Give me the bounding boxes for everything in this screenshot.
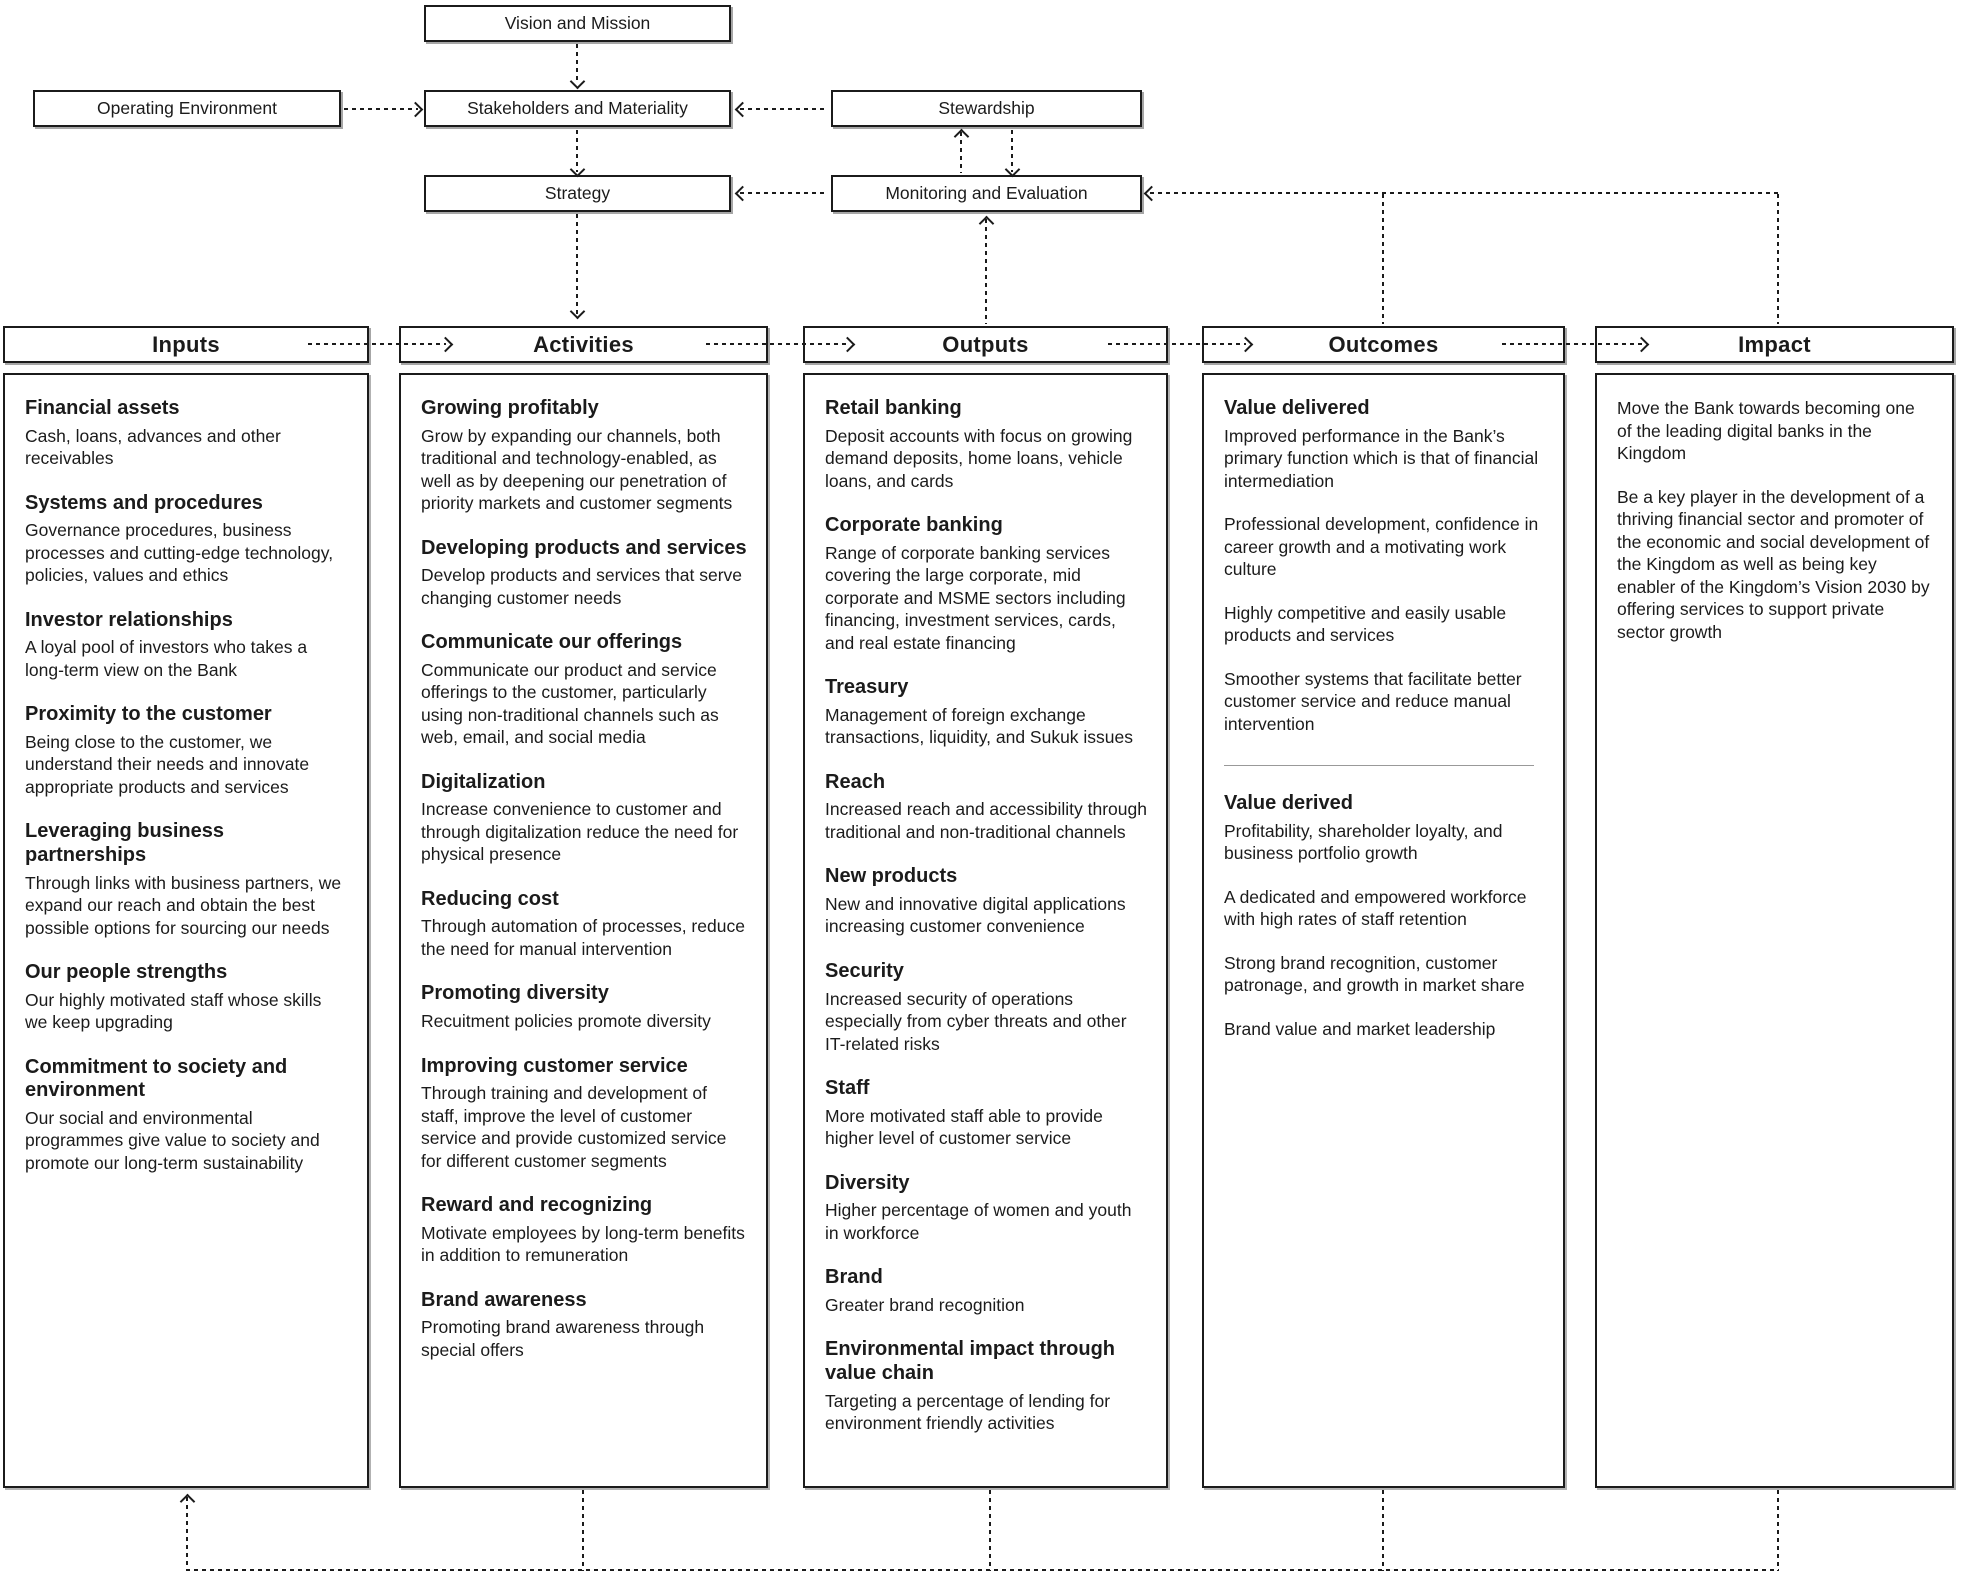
arrowhead-up-icon bbox=[954, 129, 970, 145]
connector-stewardship-stakeholders bbox=[740, 108, 828, 110]
section-heading: Growing profitably bbox=[421, 397, 599, 419]
outputs-header-label: Outputs bbox=[942, 331, 1029, 357]
connector-feedback-impact-drop bbox=[1777, 194, 1779, 324]
vision-mission-label: Vision and Mission bbox=[504, 13, 651, 33]
monitoring-evaluation-label: Monitoring and Evaluation bbox=[885, 183, 1088, 203]
section-paragraph: A dedicated and empowered workforce with high rates of staff retention bbox=[1224, 886, 1527, 930]
section-paragraph: Through training and development of staff, improve the level of customer service and provide customized service for different customer segments bbox=[421, 1083, 727, 1171]
outcomes-content-box bbox=[1202, 373, 1565, 1488]
strategy-label: Strategy bbox=[544, 183, 611, 203]
section-heading: Our people strengths bbox=[25, 961, 228, 984]
outcomes-divider bbox=[1224, 765, 1534, 766]
section-paragraph: Deposit accounts with focus on growing demand deposits, home loans, vehicle loans, and cards bbox=[825, 425, 1133, 491]
section-heading: Retail banking bbox=[825, 397, 962, 419]
arrowhead-left-icon bbox=[1144, 186, 1160, 202]
section-heading: Reducing cost bbox=[421, 887, 559, 910]
section-heading: Corporate banking bbox=[825, 514, 1003, 537]
section-heading: Communicate our offerings bbox=[421, 631, 683, 654]
section-paragraph: Motivate employees by long-term benefits in addition to remuneration bbox=[421, 1222, 745, 1266]
connector-outputs-monitoring bbox=[985, 219, 987, 324]
section-paragraph: Smoother systems that facilitate better customer service and reduce manual intervention bbox=[1224, 668, 1522, 734]
section-paragraph: Cash, loans, advances and other receivables bbox=[25, 425, 281, 469]
arrowhead-up-icon bbox=[180, 1494, 196, 1510]
section-heading: Reward and recognizing bbox=[421, 1194, 653, 1217]
section-heading: Treasury bbox=[825, 676, 909, 699]
section-heading: Financial assets bbox=[25, 397, 180, 419]
section-paragraph: A loyal pool of investors who takes a long-term view on the Bank bbox=[25, 637, 308, 680]
section-paragraph: Develop products and services that serve changing customer needs bbox=[421, 565, 742, 608]
stakeholders-materiality-box bbox=[424, 90, 731, 127]
connector-feedback-outcomes-drop bbox=[1382, 194, 1384, 324]
connector-inputs-activities bbox=[308, 343, 446, 345]
connector-outcomes-feedback-drop bbox=[1382, 1490, 1384, 1571]
section-paragraph: Be a key player in the development of a thriving financial sector and promoter of the economic and social development of the Kingdom as well as being key enabler of the Kingdom’s Vision 2030 by offering services to support private sector growth bbox=[1617, 486, 1930, 642]
section-heading: Diversity bbox=[825, 1171, 910, 1194]
arrowhead-right-icon bbox=[408, 102, 424, 118]
section-paragraph: Improved performance in the Bank’s primary function which is that of financial intermediation bbox=[1224, 425, 1539, 491]
connector-activities-feedback-drop bbox=[582, 1490, 584, 1571]
vision-mission-box bbox=[424, 5, 731, 42]
arrowhead-down-icon bbox=[570, 304, 586, 320]
section-heading: Environmental impact through value chain bbox=[825, 1338, 1116, 1384]
section-paragraph: Governance procedures, business processes and cutting-edge technology, policies, values and ethics bbox=[25, 520, 334, 586]
section-heading: Brand awareness bbox=[421, 1288, 587, 1311]
section-heading: Leveraging business partnerships bbox=[25, 820, 224, 866]
arrowhead-left-icon bbox=[735, 102, 751, 118]
section-heading: Brand bbox=[825, 1266, 883, 1289]
section-paragraph: Grow by expanding our channels, both traditional and technology-enabled, as well as by deepening our penetration of priority markets and customer segments bbox=[421, 425, 733, 514]
section-paragraph: Our highly motivated staff whose skills we keep upgrading bbox=[25, 989, 322, 1033]
section-paragraph: Promoting brand awareness through special offers bbox=[421, 1317, 705, 1360]
connector-feedback-bottom bbox=[186, 1569, 1779, 1571]
connector-outputs-feedback-drop bbox=[989, 1490, 991, 1571]
section-paragraph: Increased security of operations especially from cyber threats and other IT-related risks bbox=[825, 988, 1127, 1054]
section-heading: Value derived bbox=[1224, 792, 1353, 815]
connector-outputs-outcomes bbox=[1108, 343, 1246, 345]
section-heading: Improving customer service bbox=[421, 1054, 688, 1077]
section-heading: Investor relationships bbox=[25, 608, 233, 631]
section-paragraph: Our social and environmental programmes give value to society and promote our long-term sustainability bbox=[25, 1107, 320, 1173]
section-paragraph: Brand value and market leadership bbox=[1224, 1018, 1496, 1039]
section-paragraph: Increase convenience to customer and through digitalization reduce the need for physical presence bbox=[421, 799, 739, 865]
operating-environment-label: Operating Environment bbox=[97, 98, 277, 118]
activities-content-box bbox=[399, 373, 768, 1488]
section-heading: Developing products and services bbox=[421, 536, 747, 559]
section-heading: Value delivered bbox=[1224, 397, 1370, 419]
connector-strategy-activities bbox=[576, 214, 578, 314]
monitoring-evaluation-box bbox=[831, 175, 1142, 212]
arrowhead-down-icon bbox=[570, 74, 586, 90]
activities-header-label: Activities bbox=[533, 331, 634, 357]
section-paragraph: Recuitment policies promote diversity bbox=[421, 1011, 711, 1032]
inputs-content-box bbox=[3, 373, 369, 1488]
section-heading: Security bbox=[825, 959, 904, 982]
section-paragraph: Targeting a percentage of lending for environment friendly activities bbox=[825, 1390, 1111, 1434]
section-paragraph: More motivated staff able to provide higher level of customer service bbox=[825, 1105, 1103, 1149]
section-paragraph: Management of foreign exchange transactions, liquidity, and Sukuk issues bbox=[825, 704, 1134, 748]
section-paragraph: Through links with business partners, we expand our reach and obtain the best possible options for sourcing our needs bbox=[25, 872, 342, 938]
outputs-content-box bbox=[803, 373, 1168, 1488]
section-paragraph: Strong brand recognition, customer patronage, and growth in market share bbox=[1224, 952, 1525, 996]
strategy-box bbox=[424, 175, 731, 212]
section-paragraph: Move the Bank towards becoming one of the leading digital banks in the Kingdom bbox=[1617, 398, 1915, 463]
section-heading: New products bbox=[825, 865, 958, 888]
section-paragraph: Range of corporate banking services covering the large corporate, mid corporate and MSME sectors including financing, investment services, cards, and real estate financing bbox=[825, 542, 1126, 653]
section-heading: Systems and procedures bbox=[25, 491, 263, 514]
stakeholders-materiality-label: Stakeholders and Materiality bbox=[467, 98, 688, 118]
section-heading: Digitalization bbox=[421, 770, 546, 793]
section-paragraph: Greater brand recognition bbox=[825, 1294, 1025, 1315]
outcomes-header-label: Outcomes bbox=[1328, 331, 1439, 357]
inputs-header-label: Inputs bbox=[152, 331, 220, 357]
connector-monitoring-strategy bbox=[740, 192, 828, 194]
connector-outcomes-impact bbox=[1502, 343, 1642, 345]
section-paragraph: Highly competitive and easily usable products and services bbox=[1224, 602, 1507, 646]
section-heading: Promoting diversity bbox=[421, 982, 609, 1005]
connector-feedback-top bbox=[1150, 192, 1779, 194]
section-heading: Reach bbox=[825, 770, 886, 793]
impact-header-label: Impact bbox=[1738, 331, 1811, 357]
section-heading: Staff bbox=[825, 1077, 870, 1100]
impact-content-box bbox=[1595, 373, 1954, 1488]
section-paragraph: Being close to the customer, we understand their needs and innovate appropriate products and services bbox=[25, 731, 310, 797]
section-heading: Commitment to society and environment bbox=[25, 1055, 288, 1102]
operating-environment-box bbox=[33, 90, 341, 127]
section-paragraph: Profitability, shareholder loyalty, and business portfolio growth bbox=[1224, 820, 1503, 864]
connector-activities-outputs bbox=[706, 343, 848, 345]
stewardship-box bbox=[831, 90, 1142, 127]
section-paragraph: Through automation of processes, reduce the need for manual intervention bbox=[421, 916, 745, 959]
section-paragraph: Higher percentage of women and youth in workforce bbox=[825, 1200, 1132, 1243]
stewardship-label: Stewardship bbox=[938, 98, 1035, 118]
section-paragraph: Communicate our product and service offerings to the customer, particularly using non-traditional channels such as web, email, and social media bbox=[421, 659, 719, 748]
section-paragraph: Professional development, confidence in career growth and a motivating work culture bbox=[1224, 514, 1539, 580]
connector-impact-feedback-drop bbox=[1777, 1490, 1779, 1571]
section-paragraph: Increased reach and accessibility through traditional and non-traditional channels bbox=[825, 799, 1147, 842]
arrowhead-up-icon bbox=[979, 216, 995, 232]
section-paragraph: New and innovative digital applications increasing customer convenience bbox=[825, 893, 1126, 937]
arrowhead-left-icon bbox=[735, 186, 751, 202]
section-heading: Proximity to the customer bbox=[25, 703, 272, 726]
